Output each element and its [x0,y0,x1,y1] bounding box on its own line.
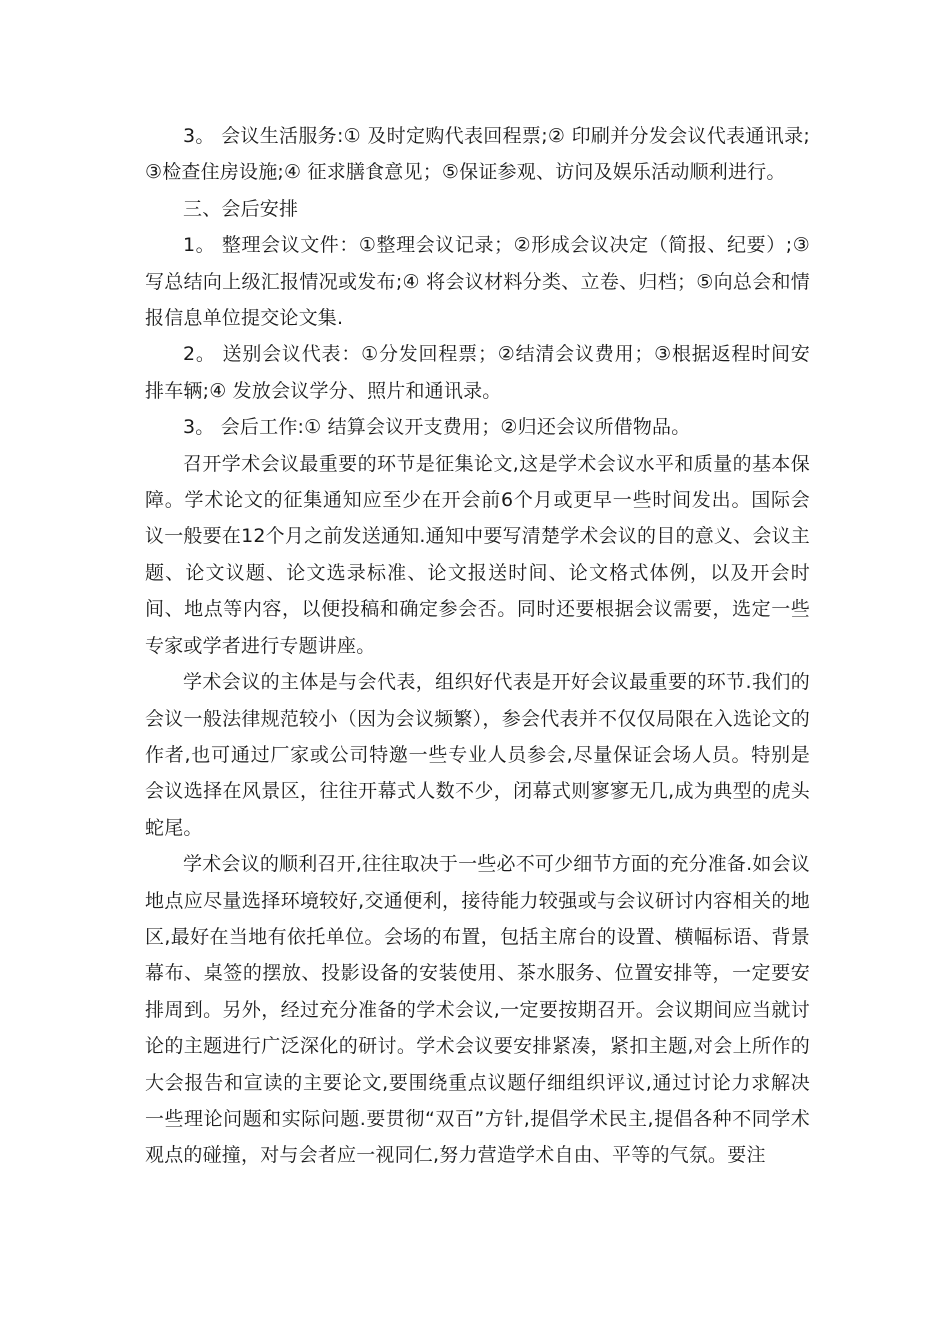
paragraph-call-for-papers: 召开学术会议最重要的环节是征集论文,这是学术会议水平和质量的基本保障。学术论文的征集通知应至少在开会前6个月或更早一些时间发出。国际会议一般要在12个月之前发送通知.通知中要写清楚学术会议的目的意义、会议主题、论文议题、论文选录标准、论文报送时间、论文格式体例，以及开会时间、地点等内容，以便投稿和确定参会否。同时还要根据会议需要，选定一些专家或学者进行专题讲座。 [145,452,810,657]
document-body [145,118,810,1174]
paragraph-post-meeting-work: 3。 会后工作:① 结算会议开支费用；②归还会议所借物品。 [183,416,691,439]
section-heading-post-meeting: 三、会后安排 [183,197,299,220]
paragraph-send-off-delegates: 2。 送别会议代表：①分发回程票；②结清会议费用；③根据返程时间安排车辆;④ 发放会议学分、照片和通讯录。 [145,343,810,402]
paragraph-meeting-life-services: 3。 会议生活服务:① 及时定购代表回程票;② 印刷并分发会议代表通讯录;③检查住房设施;④ 征求膳食意见；⑤保证参观、访问及娱乐活动顺利进行。 [145,125,810,184]
paragraph-delegates: 学术会议的主体是与会代表，组织好代表是开好会议最重要的环节.我们的会议一般法律规范较小（因为会议频繁），参会代表并不仅仅局限在入选论文的作者,也可通过厂家或公司特邀一些专业人员参会,尽量保证会场人员。特别是会议选择在风景区，往往开幕式人数不少，闭幕式则寥寥无几,成为典型的虎头蛇尾。 [145,671,810,839]
paragraph-preparation-details: 学术会议的顺利召开,往往取决于一些必不可少细节方面的充分准备.如会议地点应尽量选择环境较好,交通便利，接待能力较强或与会议研讨内容相关的地区,最好在当地有依托单位。会场的布置，包括主席台的设置、横幅标语、背景幕布、桌签的摆放、投影设备的安装使用、茶水服务、位置安排等，一定要安排周到。另外，经过充分准备的学术会议,一定要按期召开。会议期间应当就讨论的主题进行广泛深化的研讨。学术会议要安排紧凑，紧扣主题,对会上所作的大会报告和宣读的主要论文,要围绕重点议题仔细组织评议,通过讨论力求解决一些理论问题和实际问题.要贯彻“双百”方针,提倡学术民主,提倡各种不同学术观点的碰撞，对与会者应一视同仁,努力营造学术自由、平等的气氛。要注 [145,853,810,1167]
paragraph-organize-documents: 1。 整理会议文件：①整理会议记录；②形成会议决定（简报、纪要）;③写总结向上级汇报情况或发布;④ 将会议材料分类、立卷、归档；⑤向总会和情报信息单位提交论文集. [145,234,810,330]
